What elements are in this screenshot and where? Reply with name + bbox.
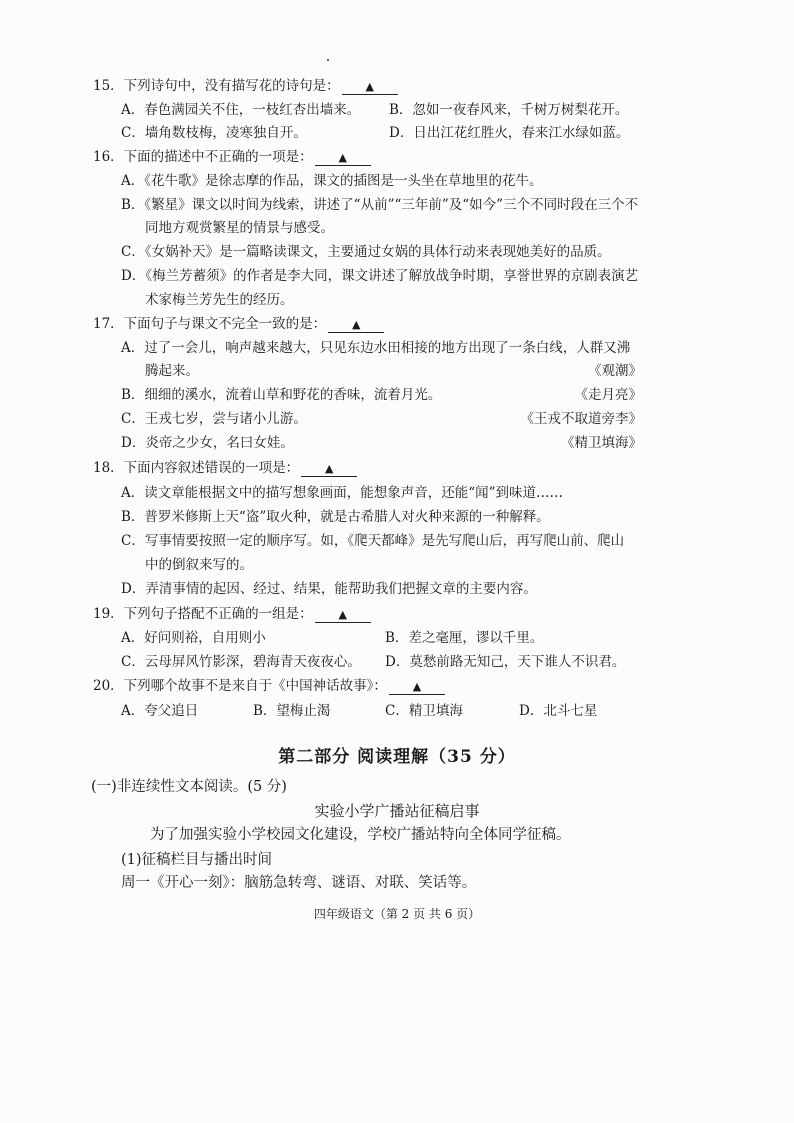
q18-option-c-line2: 中的倒叙来写的。: [145, 557, 253, 573]
q17-c-source: 《王戎不取道旁李》: [520, 411, 642, 427]
triangle-mark-icon: ▲: [338, 151, 347, 164]
q17-b-source: 《走月亮》: [574, 387, 642, 403]
q18-answer-blank[interactable]: [301, 462, 357, 477]
q17-stem-text: 17．下面句子与课文不完全一致的是：: [93, 316, 327, 332]
q19-stem: [93, 605, 371, 623]
q20-option-a: A．夸父追日: [121, 703, 199, 719]
q15-answer-blank[interactable]: [342, 80, 398, 95]
q17-answer-blank[interactable]: [328, 318, 384, 333]
q15-option-b: B．忽如一夜春风来，千树万树梨花开。: [389, 102, 629, 118]
triangle-mark-icon: ▲: [365, 80, 374, 93]
q17-d-source: 《精卫填海》: [561, 435, 642, 451]
page-footer: 四年级语文（第 2 页 共 6 页）: [313, 907, 481, 921]
q17-stem: [93, 315, 384, 333]
q18-option-a: A．读文章能根据文中的描写想象画面，能想象声音，还能“闻”到味道……: [121, 485, 564, 501]
q15-stem-text: 15．下列诗句中，没有描写花的诗句是：: [93, 78, 340, 94]
q17-option-d: D．炎帝之少女，名曰女娃。: [121, 435, 294, 451]
q15-stem: [93, 77, 398, 95]
q20-option-d: D．北斗七星: [519, 703, 598, 719]
q20-option-b: B．望梅止渴: [253, 703, 331, 719]
triangle-mark-icon: ▲: [351, 318, 361, 331]
q19-option-d: D．莫愁前路无知己，天下谁人不识君。: [385, 654, 626, 670]
q19-option-c: C．云母屏风竹影深，碧海青天夜夜心。: [121, 654, 361, 670]
q19-stem-text: 19．下列句子搭配不正确的一组是：: [93, 606, 313, 622]
q16-option-b-line1: B．《繁星》课文以时间为线索，讲述了“从前”“三年前”及“如今”三个不同时段在三个不: [121, 197, 639, 213]
q15-option-a: A．春色满园关不住，一枝红杏出墙来。: [121, 102, 361, 118]
q19-answer-blank[interactable]: [315, 608, 371, 623]
triangle-mark-icon: ▲: [338, 608, 347, 621]
q18-option-c-line1: C．写事情要按照一定的顺序写。如，《爬天都峰》是先写爬山后，再写爬山前、爬山: [121, 533, 625, 549]
notice-monday: 周一《开心一刻》：脑筋急转弯、谜语、对联、笑话等。: [121, 875, 477, 891]
q19-option-b: B．差之毫厘，谬以千里。: [385, 630, 544, 646]
q16-option-c: C．《女娲补天》是一篇略读课文，主要通过女娲的具体行动来表现她美好的品质。: [121, 244, 611, 260]
q18-option-d: D．弄清事情的起因、经过、结果，能帮助我们把握文章的主要内容。: [121, 581, 537, 597]
q16-option-d-line2: 术家梅兰芳先生的经历。: [145, 292, 294, 308]
q15-option-c: C．墙角数枝梅，凌寒独自开。: [121, 125, 307, 141]
q17-option-a-line1: A．过了一会儿，响声越来越大，只见东边水田相接的地方出现了一条白线，人群又沸: [121, 340, 631, 356]
notice-item-1: (1)征稿栏目与播出时间: [121, 852, 273, 868]
q16-answer-blank[interactable]: [315, 151, 371, 166]
q16-option-b-line2: 同地方观赏繁星的情景与感受。: [145, 220, 334, 236]
q18-stem-text: 18．下面内容叙述错误的一项是：: [93, 460, 300, 476]
q20-answer-blank[interactable]: [389, 680, 445, 695]
q16-stem-text: 16．下面的描述中不正确的一项是：: [93, 149, 313, 165]
section-one-heading: (一)非连续性文本阅读。(5 分): [91, 779, 287, 795]
q16-stem: [93, 148, 371, 166]
notice-title: 实验小学广播站征稿启事: [314, 802, 480, 820]
q19-option-a: A．好问则裕，自用则小: [121, 630, 266, 646]
q17-option-b: B．细细的溪水，流着山草和野花的香味，流着月光。: [121, 387, 442, 403]
q20-stem: [93, 677, 445, 695]
q20-option-c: C．精卫填海: [385, 703, 463, 719]
q17-a-source: 《观潮》: [588, 363, 642, 379]
triangle-mark-icon: ▲: [324, 462, 334, 475]
q20-stem-text: 20．下列哪个故事不是来自于《中国神话故事》：: [93, 678, 387, 694]
q17-option-c: C．王戎七岁，尝与诸小儿游。: [121, 411, 307, 427]
notice-intro: 为了加强实验小学校园文化建设，学校广播站特向全体同学征稿。: [150, 827, 571, 843]
q18-option-b: B．普罗米修斯上天“盗”取火种，就是古希腊人对火种来源的一种解释。: [121, 509, 550, 525]
q16-option-a: A．《花牛歌》是徐志摩的作品，课文的插图是一头坐在草地里的花牛。: [121, 173, 543, 189]
q18-stem: [93, 459, 357, 477]
q17-option-a-line2: 腾起来。: [145, 363, 199, 379]
scan-speck: [327, 59, 329, 61]
q16-option-d-line1: D．《梅兰芳蓄须》的作者是李大同，课文讲述了解放战争时期，享誉世界的京剧表演艺: [121, 268, 639, 284]
triangle-mark-icon: ▲: [412, 680, 422, 693]
q15-option-d: D．日出江花红胜火，春来江水绿如蓝。: [389, 125, 630, 141]
part-two-title: 第二部分 阅读理解（35 分）: [278, 747, 516, 767]
